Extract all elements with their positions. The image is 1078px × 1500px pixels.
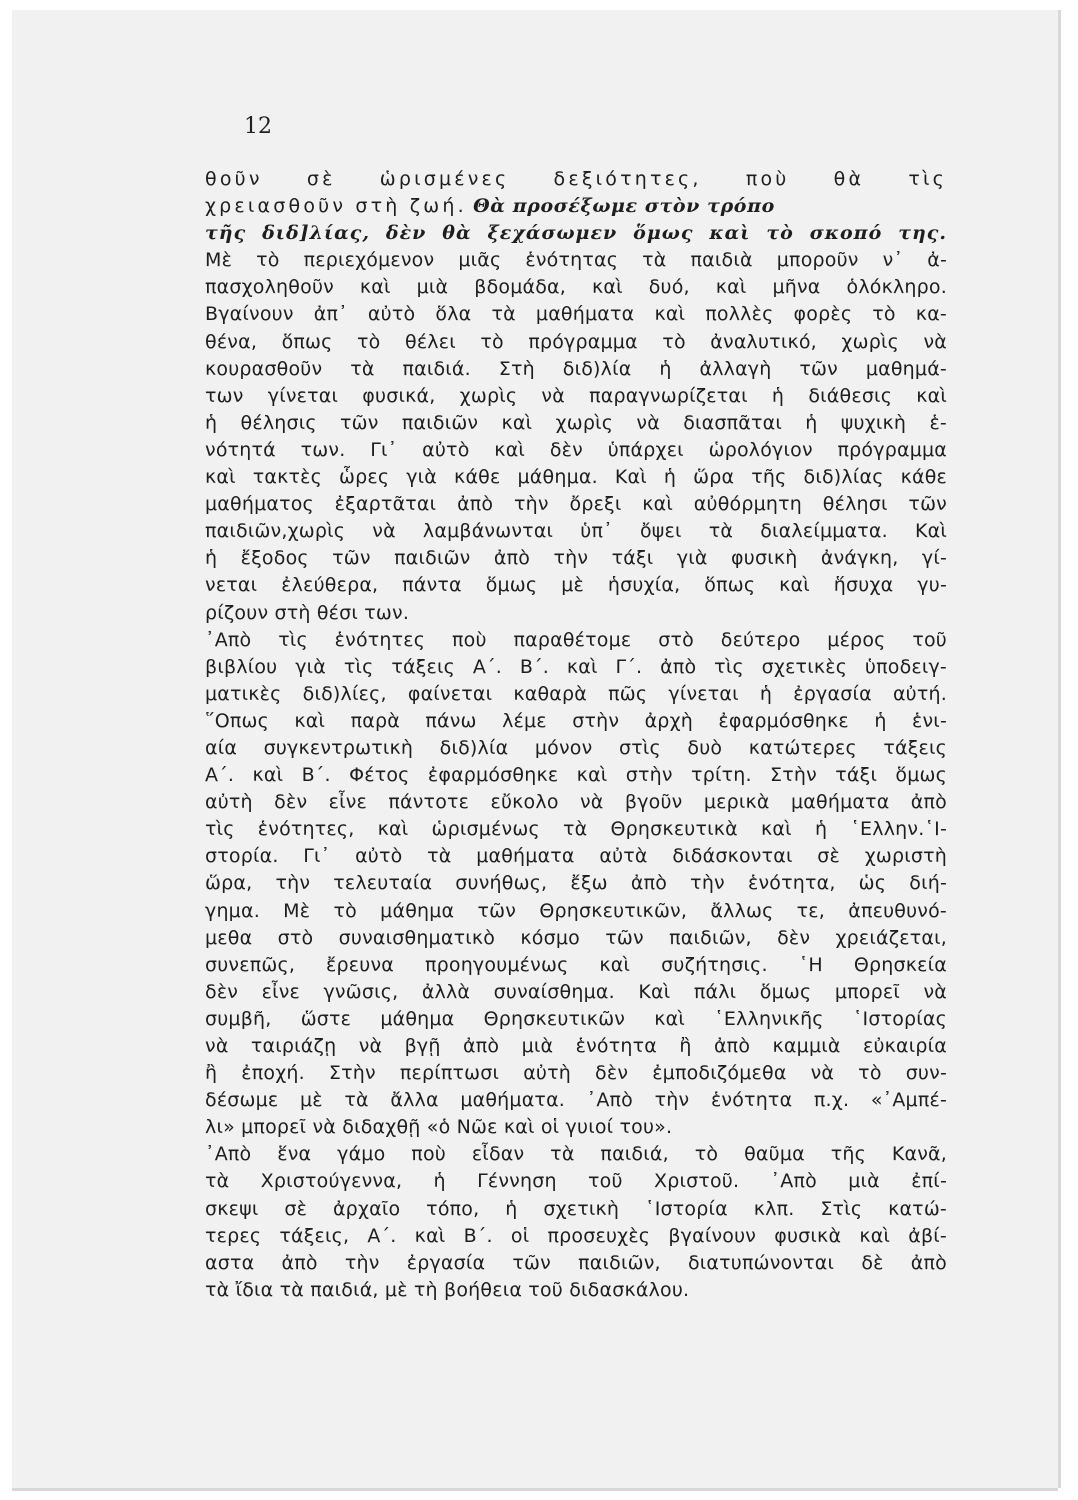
text-line-1: θοῦν σὲ ὡρισμένες δεξιότητες, ποὺ θὰ τὶς — [205, 168, 947, 190]
text-line-10: ἡ θέλησις τῶν παιδιῶν καὶ χωρὶς νὰ διασπᾶται ἡ ψυχικὴ ἑ- — [205, 411, 947, 434]
text-line-18: ᾽Απὸ τὶς ἑνότητες ποὺ παραθέτομε στὸ δεύτερο μέρος τοῦ — [205, 628, 947, 651]
text-line-42: τὰ ἴδια τὰ παιδιά, μὲ τὴ βοήθεια τοῦ διδασκάλου. — [205, 1278, 690, 1301]
text-line-17: ρίζουν στὴ θέσι των. — [205, 601, 410, 624]
text-line-15: ἡ ἔξοδος τῶν παιδιῶν ἀπὸ τὴν τάξι γιὰ φυσικὴ ἀνάγκη, γί- — [205, 547, 947, 570]
text-line-16: νεται ἐλεύθερα, πάντα ὅμως μὲ ἡσυχία, ὅπως καὶ ἥσυχα γυ- — [205, 574, 947, 597]
text-line-24: αὐτὴ δὲν εἶνε πάντοτε εὔκολο νὰ βγοῦν μερικὰ μαθήματα ἀπὸ — [205, 791, 947, 814]
text-line-23: Α΄. καὶ Β΄. Φέτος ἐφαρμόσθηκε καὶ στὴν τρίτη. Στὴν τάξι ὅμως — [205, 764, 947, 787]
text-line-25: τὶς ἑνότητες, καὶ ὡρισμένως τὰ Θρησκευτικὰ καὶ ἡ ῾Ελλην.῾Ι- — [205, 818, 947, 841]
text-line-29: μεθα στὸ συναισθηματικὸ κόσμο τῶν παιδιῶν, δὲν χρειάζεται, — [205, 926, 947, 949]
text-line-26: στορία. Γι᾽ αὐτὸ τὰ μαθήματα αὐτὰ διδάσκονται σὲ χωριστὴ — [205, 845, 947, 868]
text-line-4: Μὲ τὸ περιεχόμενον μιᾶς ἑνότητας τὰ παιδιὰ μποροῦν ν᾽ ἀ- — [205, 249, 947, 272]
text-line-34: ἢ ἐποχή. Στὴν περίπτωσι αὐτὴ δὲν ἐμποδιζόμεθα νὰ τὸ συν- — [205, 1062, 947, 1085]
text-line-19: βιβλίου γιὰ τὶς τάξεις Α΄. Β΄. καὶ Γ΄. ἀπὸ τὶς σχετικὲς ὑποδειγ- — [205, 655, 947, 678]
page-number: 12 — [244, 114, 272, 139]
text-line-27: ὥρα, τὴν τελευταία συνήθως, ἔξω ἀπὸ τὴν ἑνότητα, ὡς διή- — [205, 872, 947, 895]
text-line-13: μαθήματος ἐξαρτᾶται ἀπὸ τὴν ὄρεξι καὶ αὐθόρμητη θέλησι τῶν — [205, 493, 947, 516]
text-line-2-normal: χρειασθοῦν στὴ ζωή. — [205, 195, 467, 218]
text-line-35: δέσωμε μὲ τὰ ἄλλα μαθήματα. ᾽Απὸ τὴν ἑνότητα π.χ. «᾽Αμπέ- — [205, 1089, 947, 1112]
text-line-3: τῆς διδ]λίας, δὲν θὰ ξεχάσωμεν ὅμως καὶ τὸ σκοπό της. — [205, 222, 947, 245]
book-page — [12, 10, 1058, 1488]
text-line-36: λι» μπορεῖ νὰ διδαχθῇ «ὁ Νῶε καὶ οἱ γυιοί του». — [205, 1116, 673, 1139]
text-line-39: σκεψι σὲ ἀρχαῖο τόπο, ἡ σχετικὴ ῾Ιστορία κλπ. Στὶς κατώ- — [205, 1197, 947, 1220]
text-line-9: των γίνεται φυσικά, χωρὶς νὰ παραγνωρίζεται ἡ διάθεσις καὶ — [205, 384, 947, 407]
text-line-2 — [205, 193, 947, 220]
text-line-30: συνεπῶς, ἔρευνα προηγουμένως καὶ συζήτησις. ῾Η Θρησκεία — [205, 953, 947, 976]
text-line-31: δὲν εἶνε γνῶσις, ἀλλὰ συναίσθημα. Καὶ πάλι ὅμως μπορεῖ νὰ — [205, 980, 947, 1003]
text-line-37: ᾽Απὸ ἕνα γάμο ποὺ εἶδαν τὰ παιδιά, τὸ θαῦμα τῆς Κανᾶ, — [205, 1143, 947, 1166]
text-line-22: αία συγκεντρωτικὴ διδ)λία μόνον στὶς δυὸ κατώτερες τάξεις — [205, 736, 947, 759]
text-line-2-bold: Θὰ προσέξωμε στὸν τρόπο — [473, 195, 775, 218]
text-line-28: γημα. Μὲ τὸ μάθημα τῶν Θρησκευτικῶν, ἄλλως τε, ἀπευθυνό- — [205, 899, 947, 922]
text-line-21: ῞Οπως καὶ παρὰ πάνω λέμε στὴν ἀρχὴ ἐφαρμόσθηκε ἡ ἑνι- — [205, 709, 947, 732]
text-line-38: τὰ Χριστούγεννα, ἡ Γέννηση τοῦ Χριστοῦ. ᾽Απὸ μιὰ ἐπί- — [205, 1170, 947, 1193]
text-line-11: νότητά των. Γι᾽ αὐτὸ καὶ δὲν ὑπάρχει ὡρολόγιον πρόγραμμα — [205, 438, 947, 461]
body-text — [205, 166, 947, 1304]
text-line-5: πασχοληθοῦν καὶ μιὰ βδομάδα, καὶ δυό, καὶ μῆνα ὁλόκληρο. — [205, 276, 947, 299]
text-line-12: καὶ τακτὲς ὧρες γιὰ κάθε μάθημα. Καὶ ἡ ὥρα τῆς διδ)λίας κάθε — [205, 466, 947, 489]
text-line-32: συμβῆ, ὥστε μάθημα Θρησκευτικῶν καὶ ῾Ελληνικῆς ῾Ιστορίας — [205, 1007, 947, 1030]
text-line-41: αστα ἀπὸ τὴν ἐργασία τῶν παιδιῶν, διατυπώνονται δὲ ἀπὸ — [205, 1251, 947, 1274]
text-line-33: νὰ ταιριάζῃ νὰ βγῇ ἀπὸ μιὰ ἑνότητα ἢ ἀπὸ καμμιὰ εὐκαιρία — [205, 1035, 947, 1057]
text-line-8: κουρασθοῦν τὰ παιδιά. Στὴ διδ)λία ἡ ἀλλαγὴ τῶν μαθημά- — [205, 357, 947, 380]
text-line-6: Βγαίνουν ἀπ᾽ αὐτὸ ὅλα τὰ μαθήματα καὶ πολλὲς φορὲς τὸ κα- — [205, 303, 947, 326]
text-line-7: θένα, ὅπως τὸ θέλει τὸ πρόγραμμα τὸ ἀναλυτικό, χωρὶς νὰ — [205, 330, 947, 353]
text-line-14: παιδιῶν,χωρὶς νὰ λαμβάνωνται ὑπ᾽ ὄψει τὰ διαλείμματα. Καὶ — [205, 520, 947, 543]
text-line-40: τερες τάξεις, Α΄. καὶ Β΄. οἱ προσευχὲς βγαίνουν φυσικὰ καὶ ἀβί- — [205, 1224, 947, 1247]
text-line-20: ματικὲς διδ)λίες, φαίνεται καθαρὰ πῶς γίνεται ἡ ἐργασία αὐτή. — [205, 682, 947, 705]
